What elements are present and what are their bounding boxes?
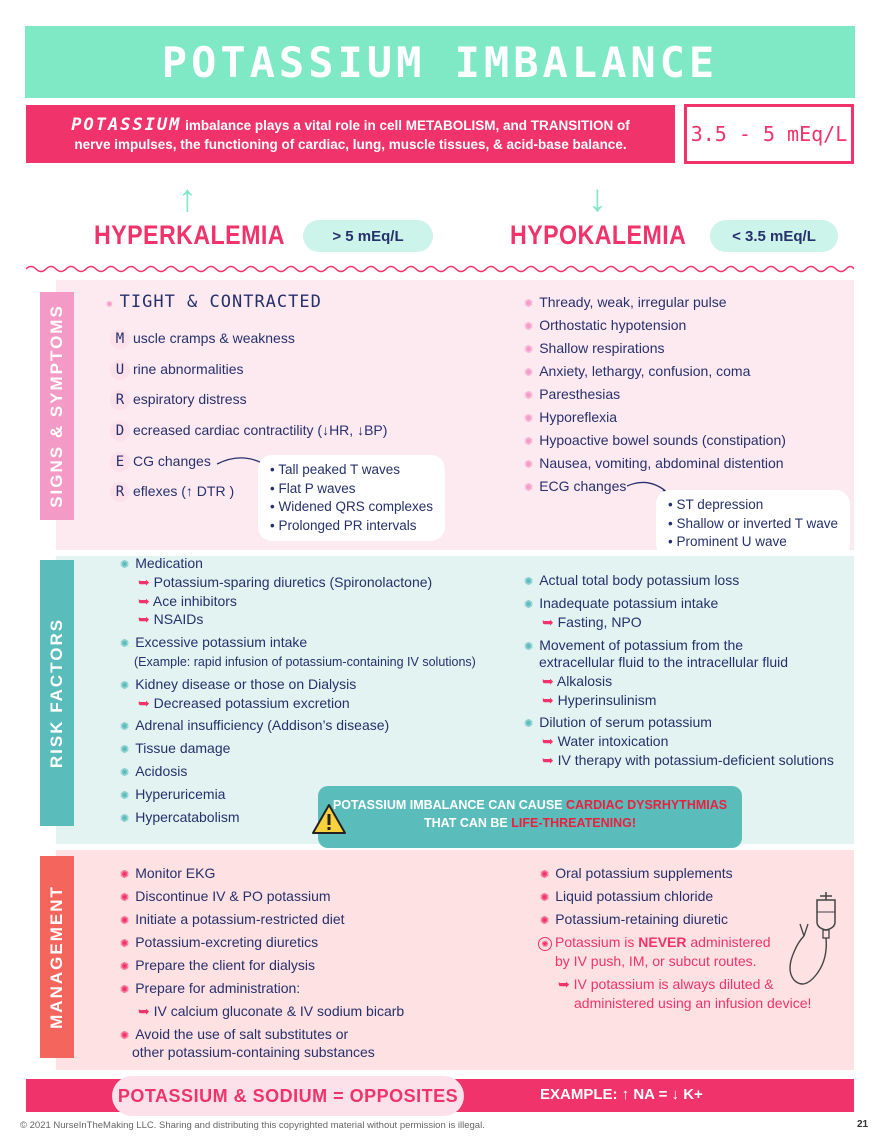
risk-sub-item — [138, 573, 432, 591]
mgmt-text: Initiate a potassium-restricted diet — [135, 911, 345, 927]
risk-text: Dilution of serum potassium — [539, 714, 712, 730]
warning-text: POTASSIUM IMBALANCE CAN CAUSE — [332, 798, 566, 812]
hypokalemia-title: HYPOKALEMIA — [510, 220, 687, 250]
wavy-divider — [26, 262, 854, 276]
murder-letter: R — [110, 482, 130, 502]
hypo-sign-text: Hypoactive bowel sounds (constipation) — [539, 432, 786, 448]
bullet-icon: ✺ — [120, 790, 130, 802]
mgmt-item — [120, 979, 300, 999]
hypo-sign-item — [524, 454, 784, 474]
risk-item — [120, 785, 225, 805]
arrow-icon: ➥ — [138, 695, 154, 711]
risk-text: Tissue damage — [135, 740, 231, 756]
bullet-icon: ✺ — [540, 892, 550, 904]
up-arrow-icon: ↑ — [178, 178, 197, 220]
tight-contracted-heading — [106, 292, 322, 312]
mgmt-text: Liquid potassium chloride — [555, 888, 714, 904]
risk-sub-text: Water intoxication — [557, 733, 669, 749]
bullet-icon: ✺ — [120, 1030, 130, 1042]
hypo-ecg-item: • Prominent U wave — [668, 534, 787, 549]
hypo-sign-item — [524, 339, 665, 359]
risk-sub-text: IV therapy with potassium-deficient solutions — [557, 752, 834, 768]
page-title: POTASSIUM IMBALANCE — [161, 37, 719, 87]
risk-sub-text: Decreased potassium excretion — [153, 695, 350, 711]
hyper-ecg-item: • Tall peaked T waves — [270, 462, 401, 477]
risk-sub-text: Hyperinsulinism — [557, 692, 657, 708]
management-sidebar — [40, 856, 74, 1058]
murder-letter: E — [110, 452, 130, 472]
never-word: NEVER — [638, 934, 687, 950]
murder-text: uscle cramps & weakness — [133, 330, 295, 346]
risk-item — [120, 633, 307, 653]
murder-u — [110, 360, 244, 380]
hypo-sign-item — [524, 316, 686, 336]
mgmt-item — [120, 1025, 348, 1045]
hyperkalemia-title: HYPERKALEMIA — [94, 220, 285, 250]
mgmt-sub-text: IV calcium gluconate & IV sodium bicarb — [153, 1003, 405, 1019]
mgmt-text: Prepare for administration: — [135, 980, 301, 996]
arrow-icon: ➥ — [542, 752, 558, 768]
bullet-icon: ✺ — [524, 298, 534, 310]
bullet-icon: ✺ — [120, 869, 130, 881]
risk-example: (Example: rapid infusion of potassium-containing IV solutions) — [134, 655, 476, 669]
murder-letter: M — [110, 329, 130, 349]
bullet-icon: ✺ — [524, 718, 534, 730]
mgmt-text-cont: other potassium-containing substances — [132, 1044, 375, 1060]
hypo-sign-item — [524, 408, 617, 428]
risk-item — [120, 554, 203, 574]
risk-text-cont: extracellular fluid to the intracellular fluid — [539, 654, 789, 670]
murder-text: eflexes (↑ DTR ) — [133, 483, 235, 499]
management-label: MANAGEMENT — [47, 885, 66, 1029]
never-pre: Potassium is — [555, 934, 639, 950]
bullet-icon: ✺ — [120, 938, 130, 950]
hyper-ecg-item: • Prolonged PR intervals — [270, 517, 417, 533]
arrow-icon: ➥ — [138, 1003, 154, 1019]
arrow-icon: ➥ — [138, 611, 154, 627]
hypo-sign-text: Nausea, vomiting, abdominal distention — [539, 455, 784, 471]
opposites-pill — [112, 1076, 464, 1116]
risk-item — [120, 808, 239, 828]
risk-sub-text: Fasting, NPO — [557, 614, 642, 630]
hypo-sign-text: Thready, weak, irregular pulse — [539, 294, 727, 310]
risk-text: Hypercatabolism — [135, 809, 240, 825]
bullet-icon: ✺ — [524, 367, 534, 379]
arrow-icon: ➥ — [542, 733, 558, 749]
risk-item — [120, 716, 389, 736]
risk-text: Excessive potassium intake — [135, 634, 308, 650]
risk-sub-text: Alkalosis — [556, 673, 613, 689]
bullet-icon: ✺ — [524, 436, 534, 448]
murder-m — [110, 329, 295, 349]
never-post: administered — [686, 934, 771, 950]
signs-sidebar — [40, 292, 74, 520]
murder-text: rine abnormalities — [133, 361, 244, 377]
normal-range: 3.5 - 5 mEq/L — [690, 122, 848, 146]
murder-letter: U — [110, 360, 130, 380]
mgmt-item — [120, 956, 315, 976]
risk-sub-text: Potassium-sparing diuretics (Spironolactone) — [153, 574, 433, 590]
murder-text: espiratory distress — [133, 391, 247, 407]
murder-d — [110, 421, 387, 441]
risk-sub-text: Ace inhibitors — [152, 593, 237, 609]
bullet-icon: ✺ — [120, 767, 130, 779]
bullet-icon: ✺ — [106, 297, 114, 310]
hyper-ecg-bubble — [258, 455, 445, 541]
mgmt-text: Oral potassium supplements — [555, 865, 733, 881]
warning-highlight: LIFE-THREATENING! — [511, 816, 637, 830]
example-text: EXAMPLE: ↑ NA = ↓ K+ — [540, 1086, 703, 1103]
bullet-icon: ✺ — [540, 869, 550, 881]
risk-item — [524, 713, 712, 733]
hyper-range-pill — [303, 220, 433, 252]
normal-range-box — [684, 104, 854, 164]
risk-sub-item — [138, 694, 350, 712]
mgmt-item — [120, 864, 215, 884]
arrow-icon: ➥ — [558, 976, 574, 992]
copyright-notice: © 2021 NurseInTheMaking LLC. Sharing and distributing this copyrighted material without permission is illegal. — [20, 1120, 485, 1131]
bullet-icon: ✺ — [120, 892, 130, 904]
arrow-icon: ➥ — [542, 692, 558, 708]
risk-sub-text: NSAIDs — [153, 611, 204, 627]
intro-keyword: POTASSIUM — [71, 115, 182, 135]
bullet-icon: ✺ — [120, 984, 130, 996]
mgmt-text: Monitor EKG — [135, 865, 216, 881]
tight-contracted-text: TIGHT & CONTRACTED — [119, 292, 322, 312]
hypo-sign-text: Paresthesias — [539, 386, 621, 402]
warning-banner — [318, 786, 742, 848]
risk-text: Movement of potassium from the — [539, 637, 744, 653]
hyper-range: > 5 mEq/L — [332, 227, 404, 245]
hypo-sign-text: Hyporeflexia — [539, 409, 618, 425]
murder-letter: R — [110, 390, 130, 410]
risk-sub-item — [542, 672, 612, 690]
arrow-icon: ➥ — [138, 593, 153, 609]
bullet-icon: ✺ — [120, 638, 130, 650]
hypo-ecg-item: • Shallow or inverted T wave — [668, 515, 839, 531]
hypo-sign-item — [524, 431, 786, 451]
bullet-icon: ✺ — [120, 915, 130, 927]
mgmt-text: Prepare the client for dialysis — [135, 957, 315, 973]
hypo-sign-item — [524, 477, 626, 497]
hypo-sign-item — [524, 385, 620, 405]
bullet-icon: ✺ — [524, 344, 534, 356]
hypo-sign-item — [524, 293, 727, 313]
bullet-icon: ✺ — [524, 641, 534, 653]
risk-sub-item — [138, 610, 203, 628]
hyper-ecg-item: • Flat P waves — [270, 480, 356, 496]
mgmt-item — [120, 887, 331, 907]
risk-text: Kidney disease or those on Dialysis — [135, 676, 357, 692]
warning-triangle-icon — [311, 803, 347, 835]
risk-sub-item — [542, 732, 668, 750]
bullet-icon: ✺ — [524, 321, 534, 333]
bullet-icon: ✺ — [524, 459, 534, 471]
title-banner — [25, 26, 855, 98]
risk-item — [120, 739, 230, 759]
mgmt-item — [120, 933, 318, 953]
bullet-icon: ✺ — [120, 721, 130, 733]
warning-text: THAT CAN BE — [423, 816, 512, 830]
mgmt-text: Potassium-excreting diuretics — [135, 934, 319, 950]
risk-item — [120, 762, 187, 782]
murder-r — [110, 390, 247, 410]
risk-item — [524, 571, 739, 591]
mgmt-item — [120, 910, 345, 930]
risk-sub-item — [542, 691, 656, 709]
bullet-icon: ✺ — [540, 915, 550, 927]
mgmt-text: Avoid the use of salt substitutes or — [135, 1026, 349, 1042]
risk-label: RISK FACTORS — [47, 617, 67, 769]
arrow-icon: ➥ — [138, 574, 154, 590]
intro-banner — [26, 105, 675, 163]
mgmt-item — [540, 910, 728, 930]
intro-line2: nerve impulses, the functioning of cardiac, lung, muscle tissues, & acid-base balance. — [74, 137, 627, 152]
arrow-icon: ➥ — [542, 614, 558, 630]
bullet-icon: ✺ — [120, 744, 130, 756]
mgmt-text: Discontinue IV & PO potassium — [135, 888, 331, 904]
mgmt-sub-item — [138, 1002, 404, 1020]
murder-text: CG changes — [133, 453, 211, 469]
bullet-icon: ✺ — [120, 961, 130, 973]
signs-label: SIGNS & SYMPTOMS — [47, 304, 67, 508]
mgmt-text: Potassium-retaining diuretic — [555, 911, 728, 927]
risk-sub-item — [138, 592, 237, 610]
iv-bag-icon — [786, 890, 838, 1002]
hyper-ecg-item: • Widened QRS complexes — [270, 499, 434, 514]
mgmt-item — [540, 887, 713, 907]
arrow-icon: ➥ — [542, 673, 557, 689]
hypo-range-pill — [710, 220, 838, 252]
bullet-icon: ✺ — [120, 680, 130, 692]
bullet-icon: ✺ — [524, 413, 534, 425]
risk-sub-item — [542, 613, 642, 631]
mgmt-diluted — [558, 975, 774, 993]
hypo-sign-text: Shallow respirations — [539, 340, 665, 356]
murder-letter: D — [110, 421, 130, 441]
risk-text: Actual total body potassium loss — [539, 572, 740, 588]
risk-sidebar — [40, 560, 74, 826]
hypo-sign-text: ECG changes — [539, 478, 627, 494]
risk-text: Medication — [135, 555, 203, 571]
warning-highlight: CARDIAC DYSRHYTHMIAS — [565, 798, 728, 812]
risk-text: Acidosis — [135, 763, 188, 779]
murder-r2 — [110, 482, 234, 502]
hypo-sign-item — [524, 362, 750, 382]
intro-line1: imbalance plays a vital role in cell METABOLISM, and TRANSITION of — [181, 118, 630, 133]
down-arrow-icon: ↓ — [588, 178, 607, 220]
hypo-sign-text: Orthostatic hypotension — [539, 317, 687, 333]
hypo-sign-text: Anxiety, lethargy, confusion, coma — [539, 363, 751, 379]
mgmt-diluted-cont: administered using an infusion device! — [574, 995, 812, 1011]
murder-text: ecreased cardiac contractility (↓HR, ↓BP) — [133, 422, 388, 438]
hypo-ecg-bubble — [656, 490, 850, 558]
risk-sub-item — [542, 751, 834, 769]
bullet-icon: ✺ — [524, 599, 534, 611]
mgmt-never-item — [538, 933, 771, 951]
circled-bullet-icon: ✺ — [538, 937, 552, 951]
risk-text: Adrenal insufficiency (Addison’s disease) — [135, 717, 390, 733]
risk-item — [120, 675, 356, 695]
bullet-icon: ✺ — [524, 482, 534, 494]
murder-e — [110, 452, 211, 472]
bullet-icon: ✺ — [524, 390, 534, 402]
bullet-icon: ✺ — [120, 813, 130, 825]
opposites-text: POTASSIUM & SODIUM = OPPOSITES — [117, 1085, 459, 1106]
mgmt-never-cont: by IV push, IM, or subcut routes. — [555, 953, 757, 969]
diluted-text: IV potassium is always diluted & — [573, 976, 774, 992]
hypo-range: < 3.5 mEq/L — [732, 227, 816, 245]
bullet-icon: ✺ — [524, 576, 534, 588]
hypo-ecg-item: • ST depression — [668, 497, 764, 512]
risk-item — [524, 594, 718, 614]
bullet-icon: ✺ — [120, 559, 130, 571]
risk-text: Hyperuricemia — [135, 786, 226, 802]
page-number: 21 — [857, 1119, 869, 1130]
risk-text: Inadequate potassium intake — [539, 595, 719, 611]
mgmt-item — [540, 864, 733, 884]
